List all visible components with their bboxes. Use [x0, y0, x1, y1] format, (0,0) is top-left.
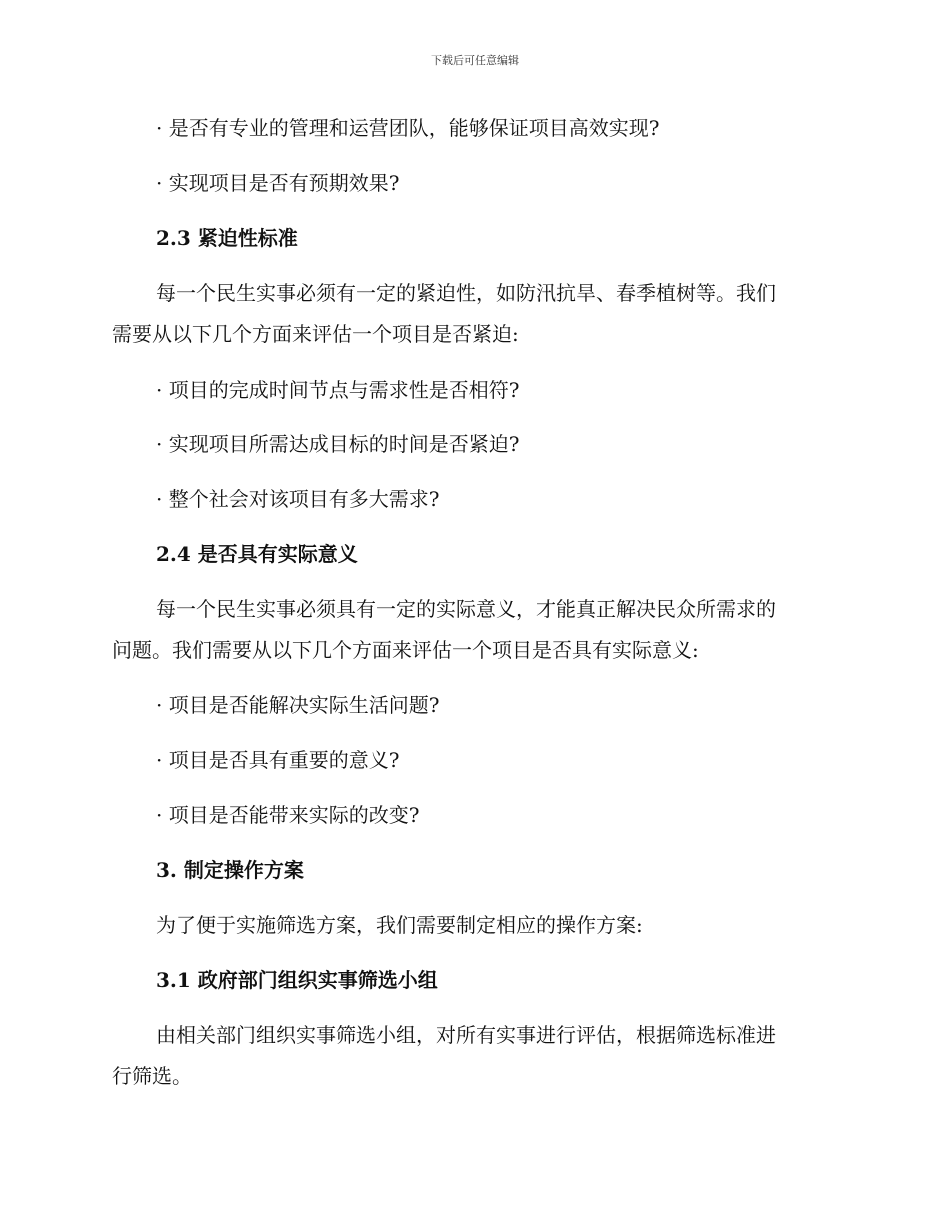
bullet-important-meaning: · 项目是否具有重要的意义?: [156, 748, 400, 772]
heading-3-1: 3.1 政府部门组织实事筛选小组: [156, 968, 438, 992]
heading-2-3: 2.3 紧迫性标准: [156, 226, 298, 250]
paragraph-urgency-line-2: 需要从以下几个方面来评估一个项目是否紧迫:: [112, 322, 519, 346]
bullet-time-node: · 项目的完成时间节点与需求性是否相符?: [156, 378, 520, 402]
bullet-real-change: · 项目是否能带来实际的改变?: [156, 803, 420, 827]
paragraph-screening-group-line-1: 由相关部门组织实事筛选小组，对所有实事进行评估，根据筛选标准进: [156, 1023, 776, 1047]
heading-2-4: 2.4 是否具有实际意义: [156, 542, 358, 566]
paragraph-screening-group-line-2: 行筛选。: [112, 1064, 192, 1088]
bullet-expected-effect: · 实现项目是否有预期效果?: [156, 171, 400, 195]
paragraph-significance-line-1: 每一个民生实事必须具有一定的实际意义，才能真正解决民众所需求的: [156, 597, 776, 621]
bullet-society-demand: · 整个社会对该项目有多大需求?: [156, 487, 440, 511]
paragraph-significance-line-2: 问题。我们需要从以下几个方面来评估一个项目是否具有实际意义:: [112, 638, 699, 662]
heading-3: 3. 制定操作方案: [156, 858, 304, 882]
paragraph-urgency-line-1: 每一个民生实事必须有一定的紧迫性，如防汛抗旱、春季植树等。我们: [156, 281, 776, 305]
page-header: 下载后可任意编辑: [431, 54, 519, 67]
bullet-management-team: · 是否有专业的管理和运营团队，能够保证项目高效实现?: [156, 116, 660, 140]
bullet-solve-problems: · 项目是否能解决实际生活问题?: [156, 693, 440, 717]
bullet-time-urgent: · 实现项目所需达成目标的时间是否紧迫?: [156, 432, 520, 456]
paragraph-operation-plan: 为了便于实施筛选方案，我们需要制定相应的操作方案:: [156, 913, 643, 937]
